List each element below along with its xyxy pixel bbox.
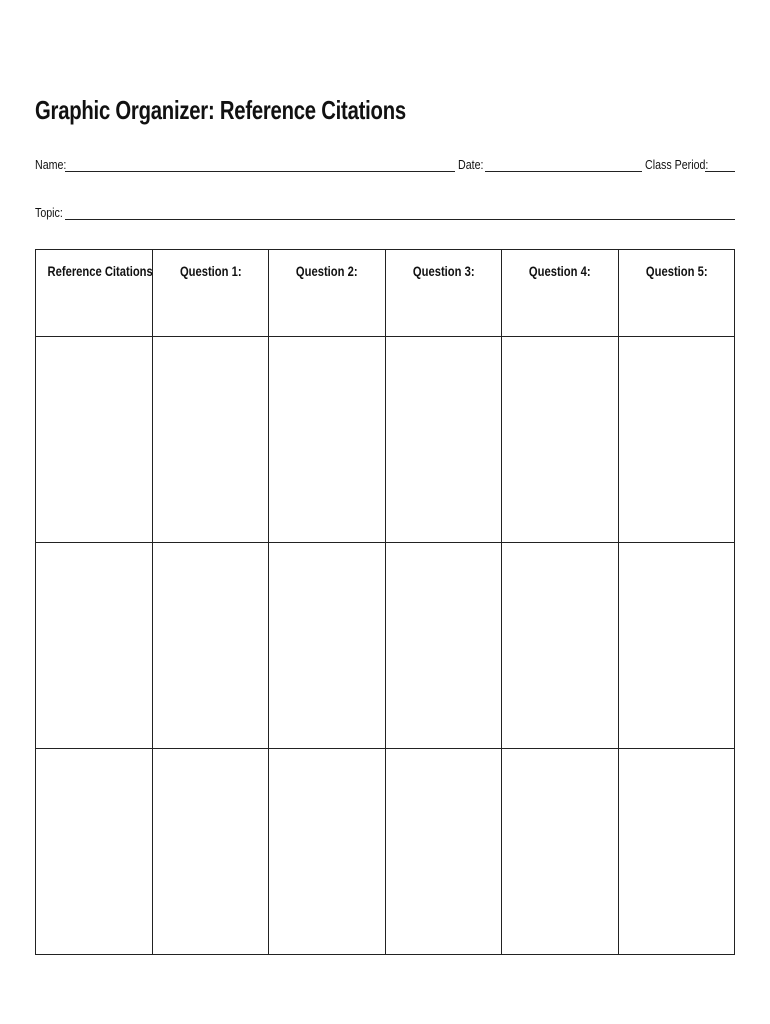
class-period-label: Class Period: xyxy=(645,157,709,172)
table-cell[interactable] xyxy=(385,749,502,955)
table-cell[interactable] xyxy=(36,543,153,749)
table-cell[interactable] xyxy=(502,543,619,749)
class-period-label-wrap xyxy=(645,157,709,172)
table-header-row xyxy=(36,250,735,337)
page-title: Graphic Organizer: Reference Citations xyxy=(35,95,406,125)
reference-citations-table xyxy=(35,249,735,955)
table-cell[interactable] xyxy=(269,337,386,543)
table-row xyxy=(36,543,735,749)
name-date-period-row xyxy=(35,157,735,172)
topic-row xyxy=(35,205,735,220)
table-cell[interactable] xyxy=(269,749,386,955)
table-cell[interactable] xyxy=(269,543,386,749)
name-label-wrap xyxy=(35,157,67,172)
topic-field[interactable] xyxy=(65,207,735,220)
table-cell[interactable] xyxy=(618,749,735,955)
header-question-1: Question 1: xyxy=(152,250,269,337)
table-cell[interactable] xyxy=(385,337,502,543)
date-label: Date: xyxy=(458,157,484,172)
header-question-5: Question 5: xyxy=(618,250,735,337)
table-cell[interactable] xyxy=(502,337,619,543)
table-cell[interactable] xyxy=(36,337,153,543)
name-label: Name: xyxy=(35,157,67,172)
header-question-2: Question 2: xyxy=(269,250,386,337)
class-period-field[interactable] xyxy=(705,159,735,172)
table-row xyxy=(36,337,735,543)
name-field[interactable] xyxy=(65,159,455,172)
header-question-3: Question 3: xyxy=(385,250,502,337)
header-question-4: Question 4: xyxy=(502,250,619,337)
table-cell[interactable] xyxy=(385,543,502,749)
table-cell[interactable] xyxy=(618,543,735,749)
table-cell[interactable] xyxy=(502,749,619,955)
table-cell[interactable] xyxy=(152,337,269,543)
table-cell[interactable] xyxy=(152,543,269,749)
topic-label-wrap xyxy=(35,205,63,220)
table-cell[interactable] xyxy=(36,749,153,955)
header-reference-citations: Reference Citations xyxy=(36,250,153,337)
table-cell[interactable] xyxy=(152,749,269,955)
table-row xyxy=(36,749,735,955)
date-label-wrap xyxy=(458,157,483,172)
topic-label: Topic: xyxy=(35,205,63,220)
table-cell[interactable] xyxy=(618,337,735,543)
date-field[interactable] xyxy=(485,159,642,172)
